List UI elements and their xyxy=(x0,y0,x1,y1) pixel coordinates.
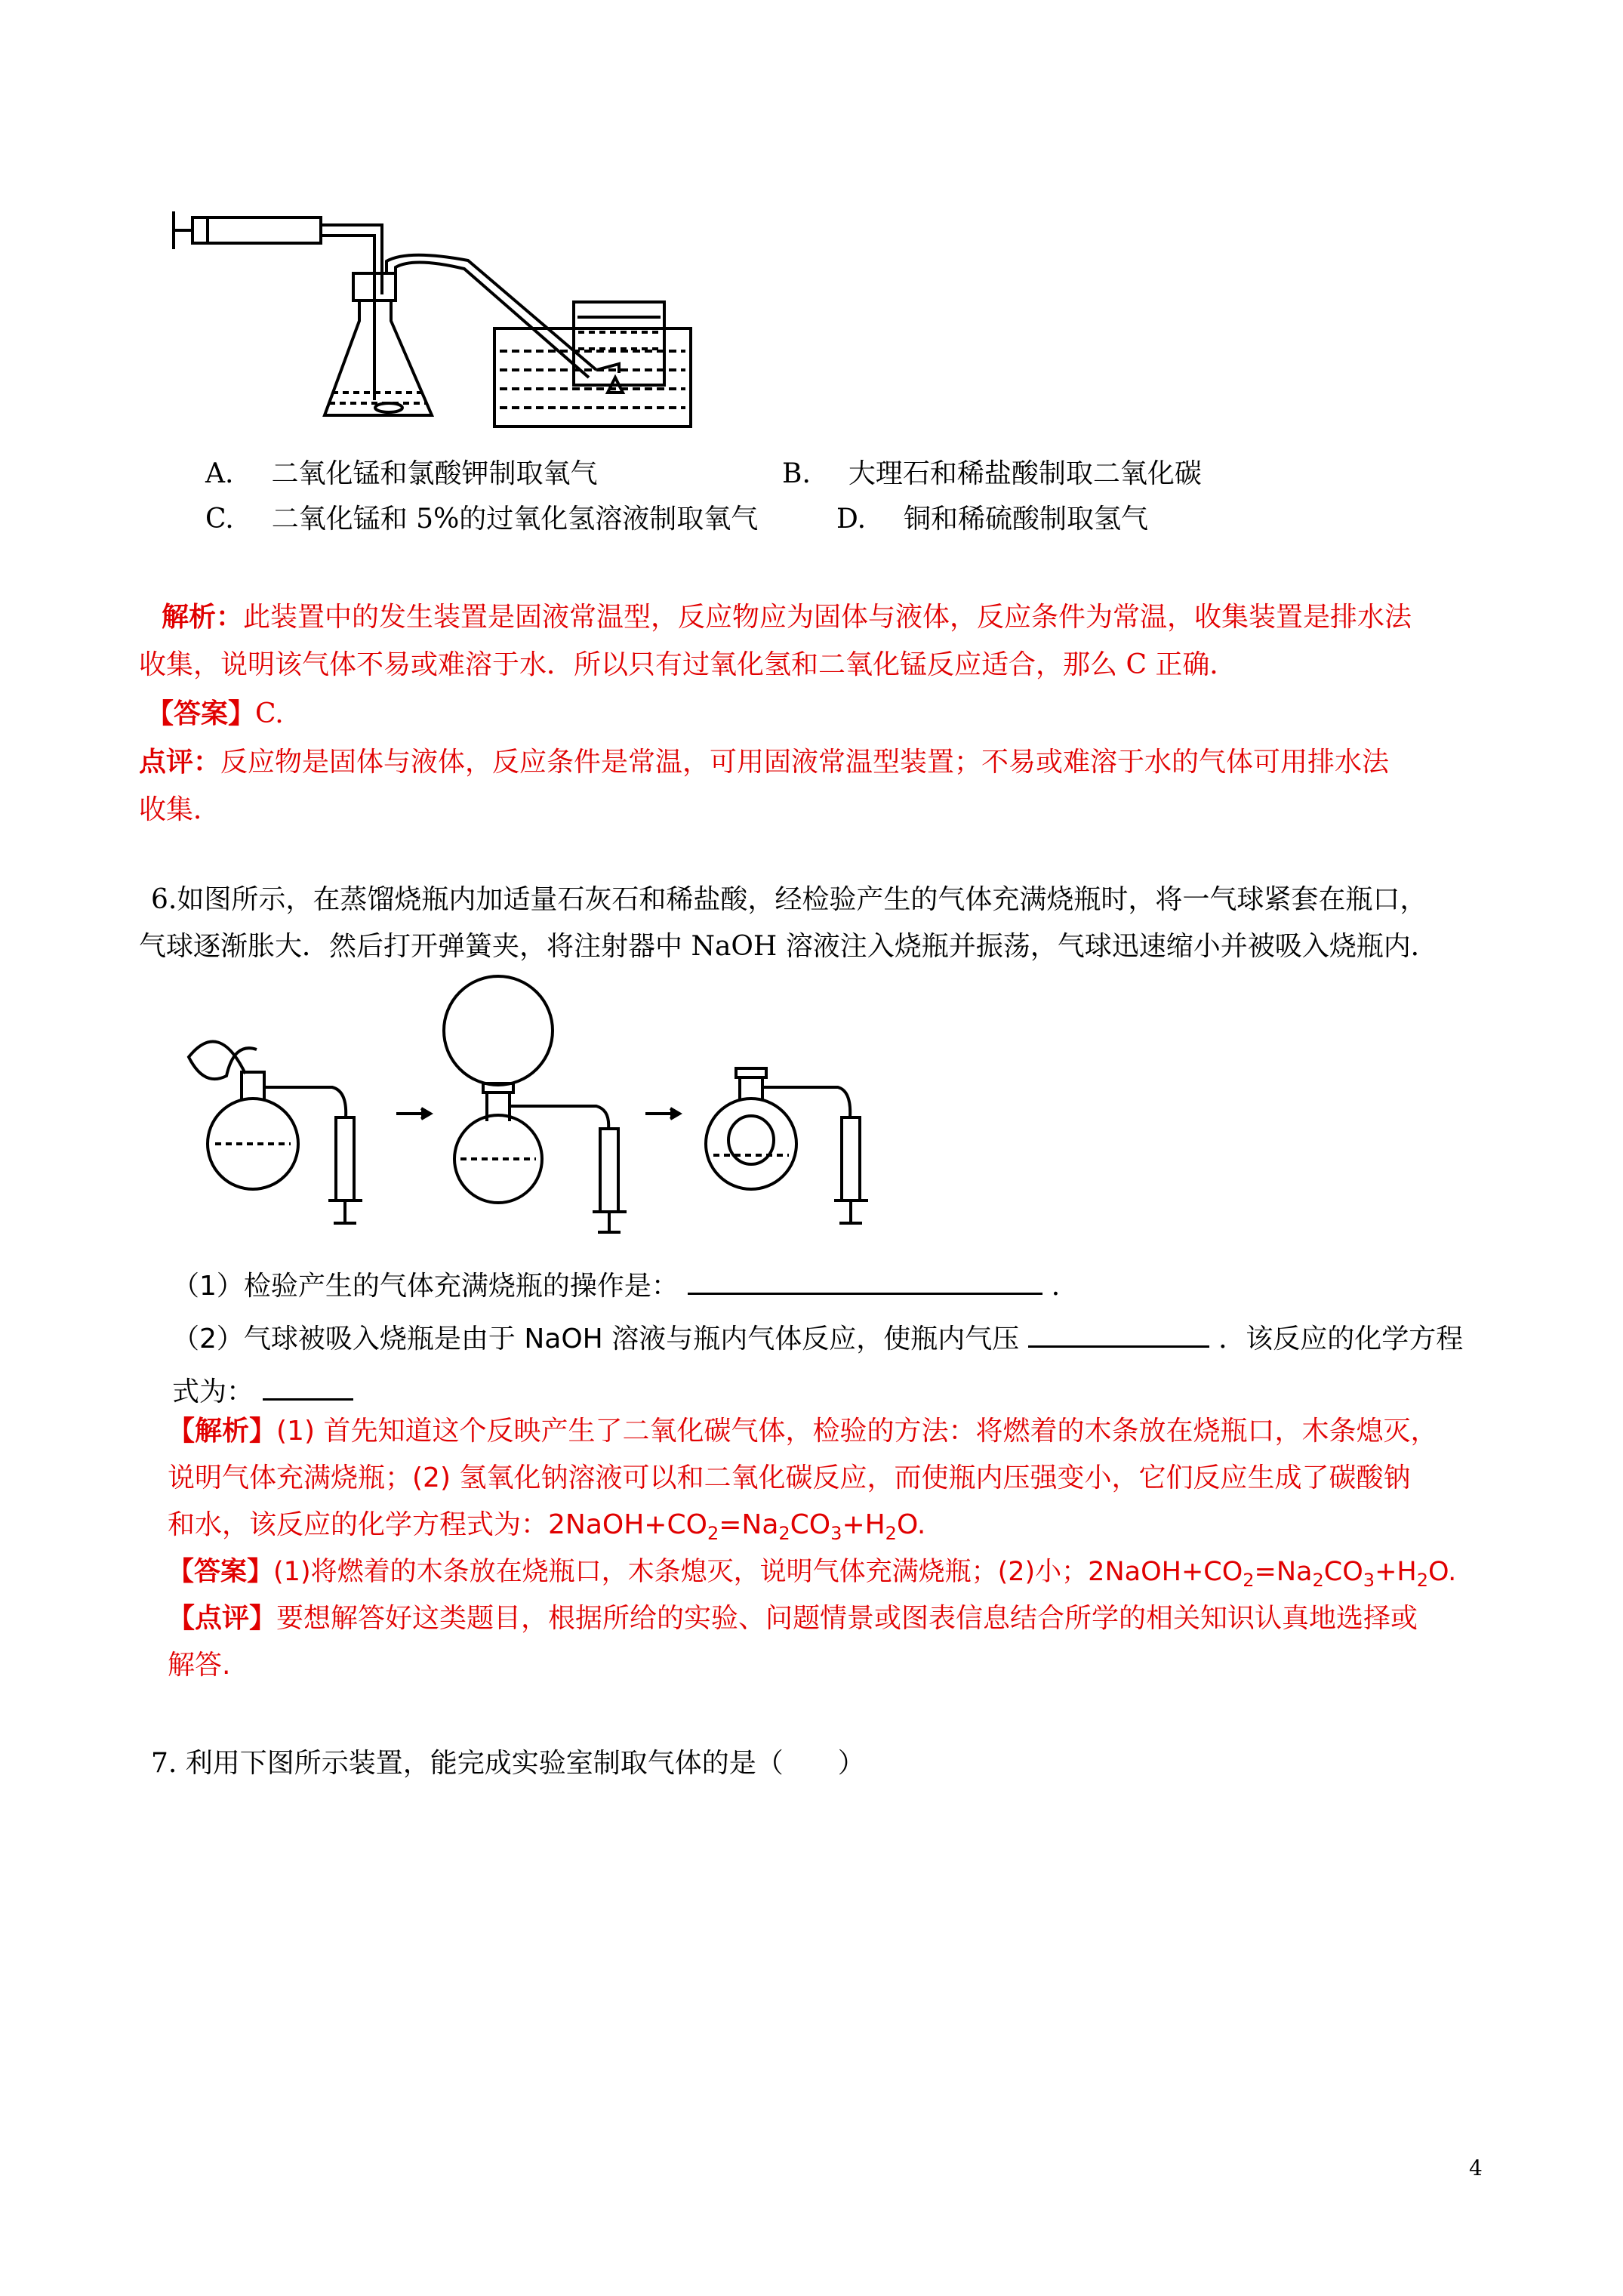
option-d[interactable] xyxy=(836,501,1148,538)
option-c[interactable] xyxy=(205,501,758,538)
q5-answer xyxy=(146,695,284,732)
q5-answer-label: 【答案】 xyxy=(146,698,256,729)
q6-sub2 xyxy=(172,1318,1463,1358)
q6-sub2-blank[interactable] xyxy=(1028,1318,1209,1348)
q5-analysis-line-1 xyxy=(162,599,1412,636)
q6-comment-text-1: 要想解答好这类题目，根据所给的实验、问题情景或图表信息结合所学的相关知识认真地选择或 xyxy=(276,1603,1418,1634)
eq-part: =Na xyxy=(1254,1557,1313,1587)
q6-sub2-prefix: （2）气球被吸入烧瓶是由于 NaOH 溶液与瓶内气体反应，使瓶内气压 xyxy=(172,1324,1020,1354)
eq-sub: 3 xyxy=(1363,1570,1375,1591)
option-c-label: C. xyxy=(205,504,234,535)
q6-stem-line-1: 6.如图所示，在蒸馏烧瓶内加适量石灰石和稀盐酸，经检验产生的气体充满烧瓶时，将一气球紧套在瓶口， xyxy=(151,884,1427,915)
eq-sub: 2 xyxy=(778,1523,790,1545)
option-d-label: D. xyxy=(836,504,867,535)
option-a-label: A. xyxy=(205,458,234,489)
q5-analysis-label: 解析： xyxy=(162,601,244,633)
option-b[interactable] xyxy=(782,456,1202,492)
q6-sub1-blank[interactable] xyxy=(688,1265,1042,1295)
page-number: 4 xyxy=(1469,2156,1483,2180)
eq-part: CO xyxy=(790,1509,831,1540)
eq-part: =Na xyxy=(719,1509,779,1540)
q6-analysis-label: 【解析】 xyxy=(168,1416,277,1447)
option-c-text: 二氧化锰和 5%的过氧化氢溶液制取氧气 xyxy=(271,504,759,535)
eq-sub: 2 xyxy=(1243,1570,1255,1591)
q5-comment-label: 点评： xyxy=(139,746,221,778)
q5-comment-text-1: 反应物是固体与液体，反应条件是常温，可用固液常温型装置；不易或难溶于水的气体可用排水法 xyxy=(220,747,1390,778)
eq-part: +H xyxy=(842,1509,885,1540)
apparatus-figure-2 xyxy=(174,974,898,1238)
option-a-text: 二氧化锰和氯酸钾制取氧气 xyxy=(271,458,598,489)
q6-analysis-line-2: 说明气体充满烧瓶；(2) 氢氧化钠溶液可以和二氧化碳反应，而使瓶内压强变小，它们反应生成了碳酸钠 xyxy=(168,1462,1411,1493)
option-b-label: B. xyxy=(782,458,811,489)
eq-part: O. xyxy=(896,1509,926,1540)
eq-sub: 3 xyxy=(830,1523,842,1545)
q6-sub1-suffix: ． xyxy=(1051,1271,1079,1302)
eq-part: CO xyxy=(1323,1557,1363,1587)
eq-sub: 2 xyxy=(1312,1570,1324,1591)
q6-analysis-text-1: (1) 首先知道这个反映产生了二氧化碳气体，检验的方法：将燃着的木条放在烧瓶口，木条熄灭， xyxy=(276,1416,1438,1447)
eq-sub: 2 xyxy=(885,1523,897,1545)
q5-answer-text: C. xyxy=(255,698,284,729)
q6-comment-line-1 xyxy=(168,1601,1418,1637)
q6-comment-label: 【点评】 xyxy=(168,1603,277,1634)
q6-sub2-line2-text: 式为： xyxy=(172,1376,254,1407)
q6-analysis-text-3: 和水，该反应的化学方程式为：2NaOH+CO xyxy=(168,1509,707,1540)
q6-answer xyxy=(168,1554,1456,1590)
q7-stem: 7. 利用下图所示装置，能完成实验室制取气体的是（ ） xyxy=(151,1748,865,1779)
q5-analysis-line-2: 收集，说明该气体不易或难溶于水．所以只有过氧化氢和二氧化锰反应适合，那么 C 正确． xyxy=(139,649,1237,680)
q5-comment-line-2: 收集． xyxy=(139,794,221,825)
option-d-text: 铜和稀硫酸制取氢气 xyxy=(904,504,1149,535)
q6-sub1 xyxy=(172,1265,1079,1305)
q5-comment-line-1 xyxy=(139,744,1389,781)
q6-sub2-line-2 xyxy=(172,1371,362,1410)
q6-analysis-line-1 xyxy=(168,1413,1437,1450)
option-a[interactable] xyxy=(205,456,597,492)
q6-answer-text: (1)将燃着的木条放在烧瓶口，木条熄灭，说明气体充满烧瓶；(2)小；2NaOH+CO xyxy=(273,1557,1243,1587)
eq-part: +H xyxy=(1375,1557,1417,1587)
q6-sub2-suffix: ．该反应的化学方程 xyxy=(1218,1324,1464,1354)
q6-stem-line-2: 气球逐渐胀大．然后打开弹簧夹，将注射器中 NaOH 溶液注入烧瓶并振荡，气球迅速缩小并被吸入烧瓶内． xyxy=(139,931,1438,962)
eq-part: O. xyxy=(1428,1557,1457,1587)
q6-comment-line-2: 解答. xyxy=(168,1650,231,1681)
eq-sub: 2 xyxy=(707,1523,719,1545)
eq-sub: 2 xyxy=(1416,1570,1429,1591)
q6-analysis-line-3 xyxy=(168,1507,925,1543)
q6-sub2-equation-blank[interactable] xyxy=(263,1371,353,1401)
q6-answer-label: 【答案】 xyxy=(168,1557,274,1587)
q6-sub1-prefix: （1）检验产生的气体充满烧瓶的操作是： xyxy=(172,1271,679,1302)
apparatus-figure-1 xyxy=(151,189,710,445)
q5-analysis-text-1: 此装置中的发生装置是固液常温型，反应物应为固体与液体，反应条件为常温，收集装置是排水法 xyxy=(243,602,1412,633)
option-b-text: 大理石和稀盐酸制取二氧化碳 xyxy=(848,458,1202,489)
